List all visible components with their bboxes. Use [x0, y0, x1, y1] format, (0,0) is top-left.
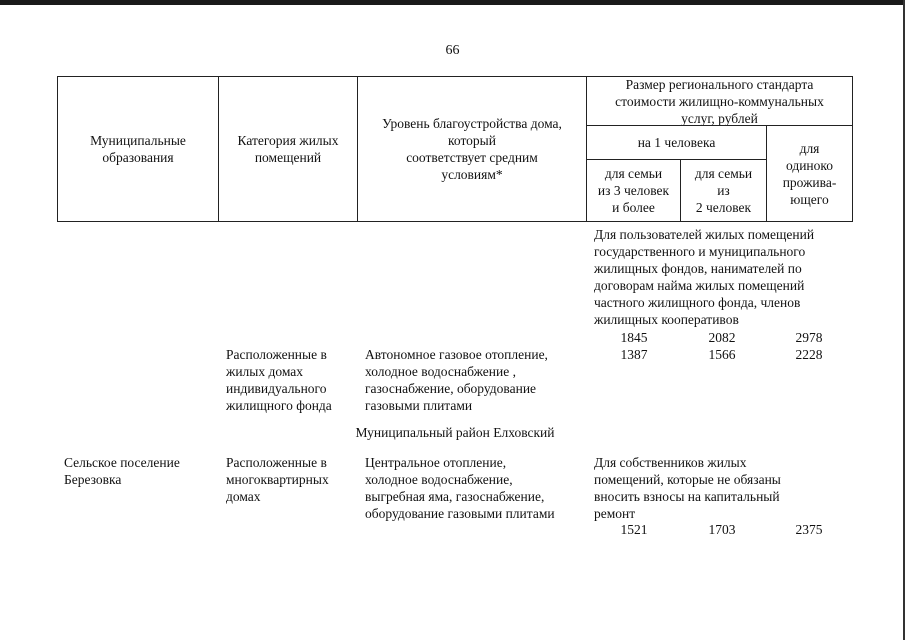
- header-category-cell: [218, 76, 358, 222]
- district-title: Муниципальный район Елховский: [355, 425, 555, 440]
- header-per-person-cell: [586, 125, 767, 160]
- header-family3-cell: [586, 159, 681, 222]
- row2-value-family2: 1566: [708, 347, 736, 362]
- row3-category: Расположенные в многоквартирных домах: [226, 455, 329, 504]
- row1-value-family2: 2082: [708, 330, 736, 345]
- header-category-label: Категория жилых помещений: [237, 133, 339, 165]
- header-per-person-label: на 1 человека: [637, 135, 716, 150]
- row3-value-single: 2375: [795, 522, 823, 537]
- group1-note: Для пользователей жилых помещений государственного и муниципального жилищных фондов, нанимателей по договорам найма жилых помещений частного жилищного фонда, членов жилищных кооперативов: [594, 227, 815, 327]
- header-municipality-cell: [57, 76, 219, 222]
- row2-value-family3: 1387: [620, 347, 648, 362]
- row3-value-family3: 1521: [620, 522, 648, 537]
- header-family2-label: для семьи из 2 человек: [694, 166, 753, 215]
- header-level-cell: [357, 76, 587, 222]
- row1-value-family3: 1845: [620, 330, 648, 345]
- row3-note: Для собственников жилых помещений, которые не обязаны вносить взносы на капитальный ремонт: [594, 455, 781, 521]
- header-standard-label: Размер регионального стандарта стоимости жилищно-коммунальных услуг, рублей: [615, 76, 824, 126]
- header-single-label: для одиноко прожива- ющего: [782, 140, 837, 207]
- row3-level: Центральное отопление, холодное водоснабжение, выгребная яма, газоснабжение, оборудование газовыми плитами: [365, 455, 555, 521]
- header-level-label: Уровень благоустройства дома, который соответствует средним условиям*: [382, 116, 562, 182]
- row2-value-single: 2228: [795, 347, 823, 362]
- page-number: 66: [445, 43, 460, 58]
- header-municipality-label: Муниципальные образования: [90, 133, 186, 165]
- header-family2-cell: [680, 159, 767, 222]
- row1-value-single: 2978: [795, 330, 823, 345]
- row3-municipality: Сельское поселение Березовка: [64, 455, 180, 487]
- header-family3-label: для семьи из 3 человек и более: [597, 166, 670, 215]
- header-single-cell: [766, 125, 853, 222]
- row3-value-family2: 1703: [708, 522, 736, 537]
- header-standard-cell: [586, 76, 853, 126]
- scan-top-border: [0, 0, 905, 5]
- row2-category: Расположенные в жилых домах индивидуального жилищного фонда: [226, 347, 332, 413]
- row2-level: Автономное газовое отопление, холодное водоснабжение , газоснабжение, оборудование газовыми плитами: [365, 347, 548, 413]
